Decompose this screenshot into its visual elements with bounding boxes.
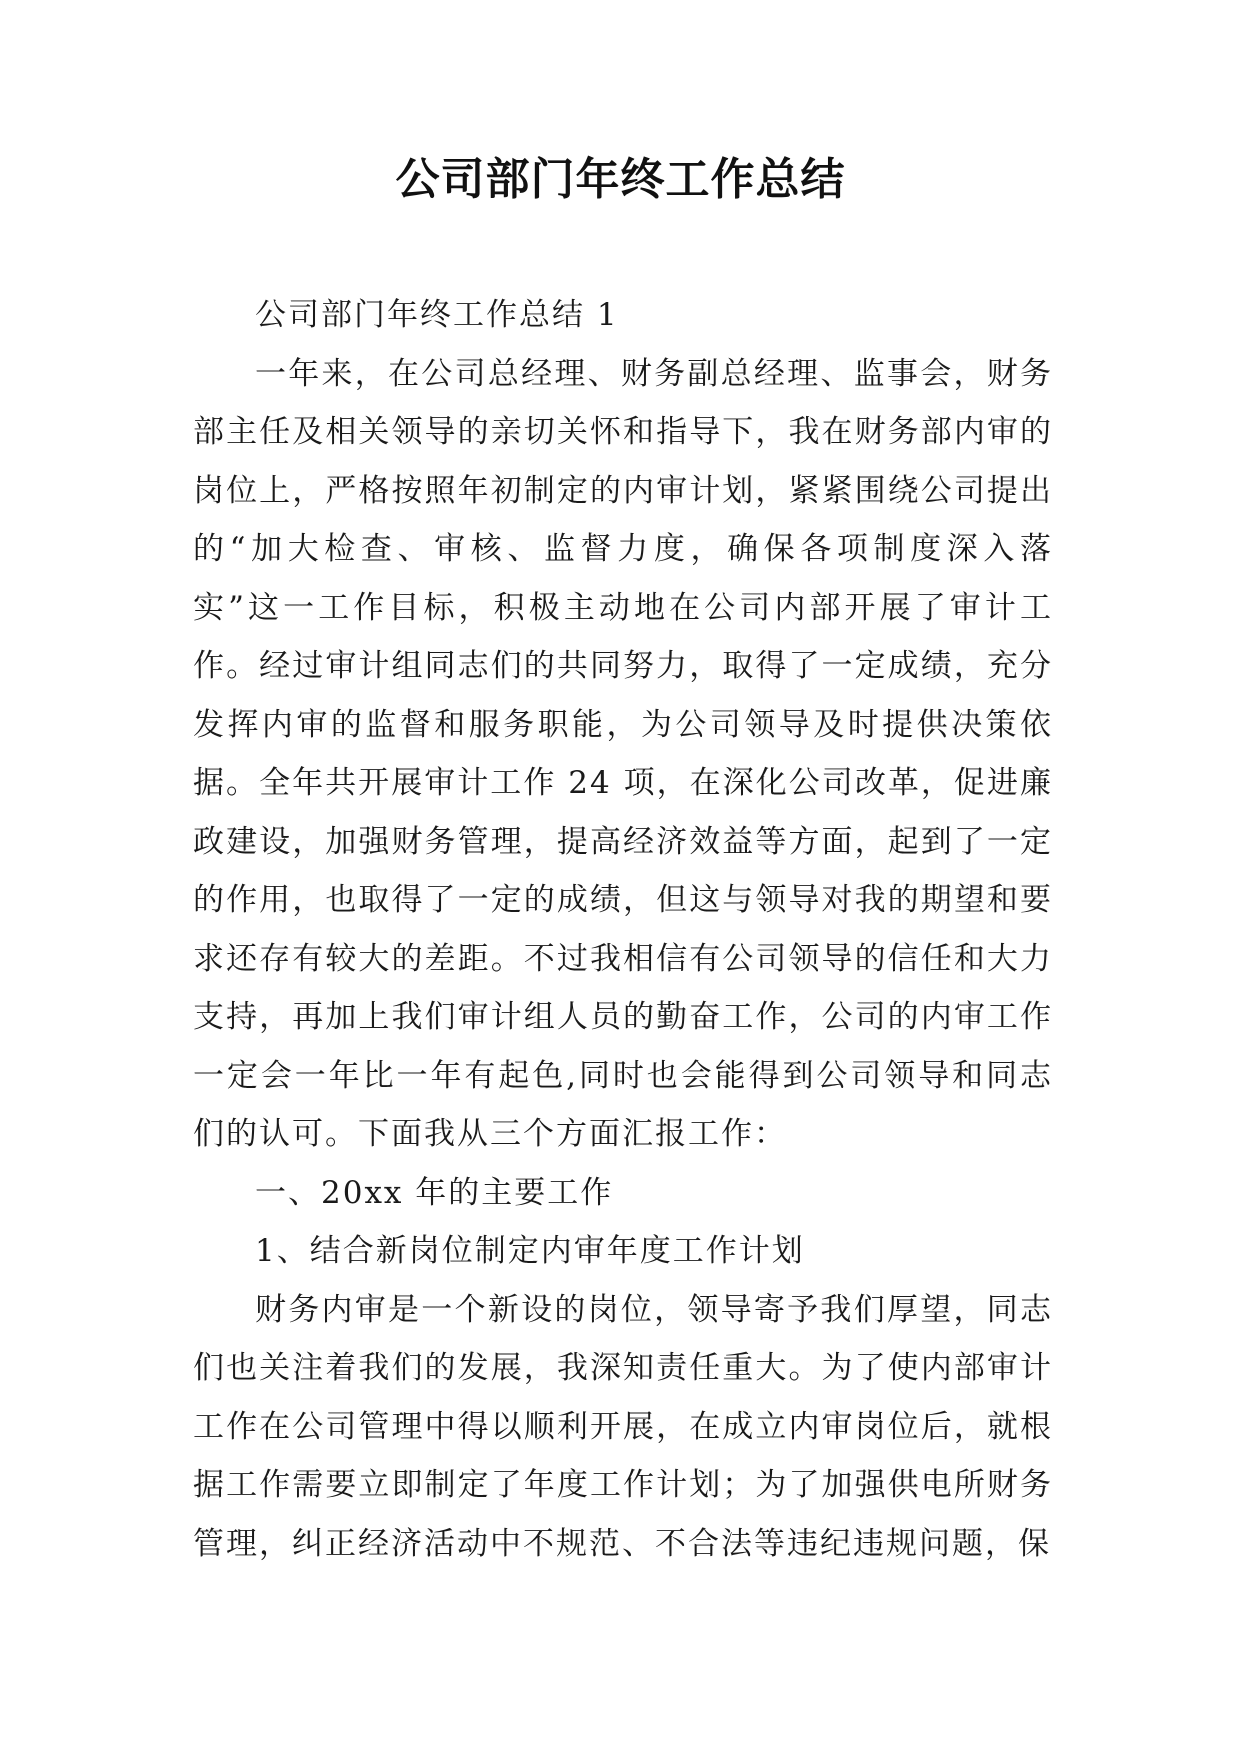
section-heading: 公司部门年终工作总结 1 (255, 297, 619, 333)
section-heading: 一、20xx 年的主要工作 (255, 1174, 614, 1211)
subsection-heading: 1、结合新岗位制定内审年度工作计划 (255, 1233, 805, 1269)
document-title: 公司部门年终工作总结 (395, 154, 846, 205)
document-body (193, 286, 1053, 1573)
body-paragraph: 财务内审是一个新设的岗位，领导寄予我们厚望，同志们也关注着我们的发展，我深知责任重大。为了使内部审计工作在公司管理中得以顺利开展，在成立内审岗位后，就根据工作需要立即制定了年度工作计划；为了加强供电所财务管理，纠正经济活动中不规范、不合法等违纪违规问题，保 (193, 1291, 1053, 1562)
body-paragraph: 一年来，在公司总经理、财务副总经理、监事会，财务部主任及相关领导的亲切关怀和指导下，我在财务部内审的岗位上，严格按照年初制定的内审计划，紧紧围绕公司提出的“加大检查、审核、监督力度，确保各项制度深入落实”这一工作目标，积极主动地在公司内部开展了审计工作。经过审计组同志们的共同努力，取得了一定成绩，充分发挥内审的监督和服务职能，为公司领导及时提供决策依据。全年共开展审计工作 24 项，在深化公司改革，促进廉政建设，加强财务管理，提高经济效益等方面，起到了一定的作用，也取得了一定的成绩，但这与领导对我的期望和要求还存有较大的差距。不过我相信有公司领导的信任和大力支持，再加上我们审计组人员的勤奋工作，公司的内审工作一定会一年比一年有起色,同时也会能得到公司领导和同志们的认可。下面我从三个方面汇报工作： (193, 355, 1053, 1152)
